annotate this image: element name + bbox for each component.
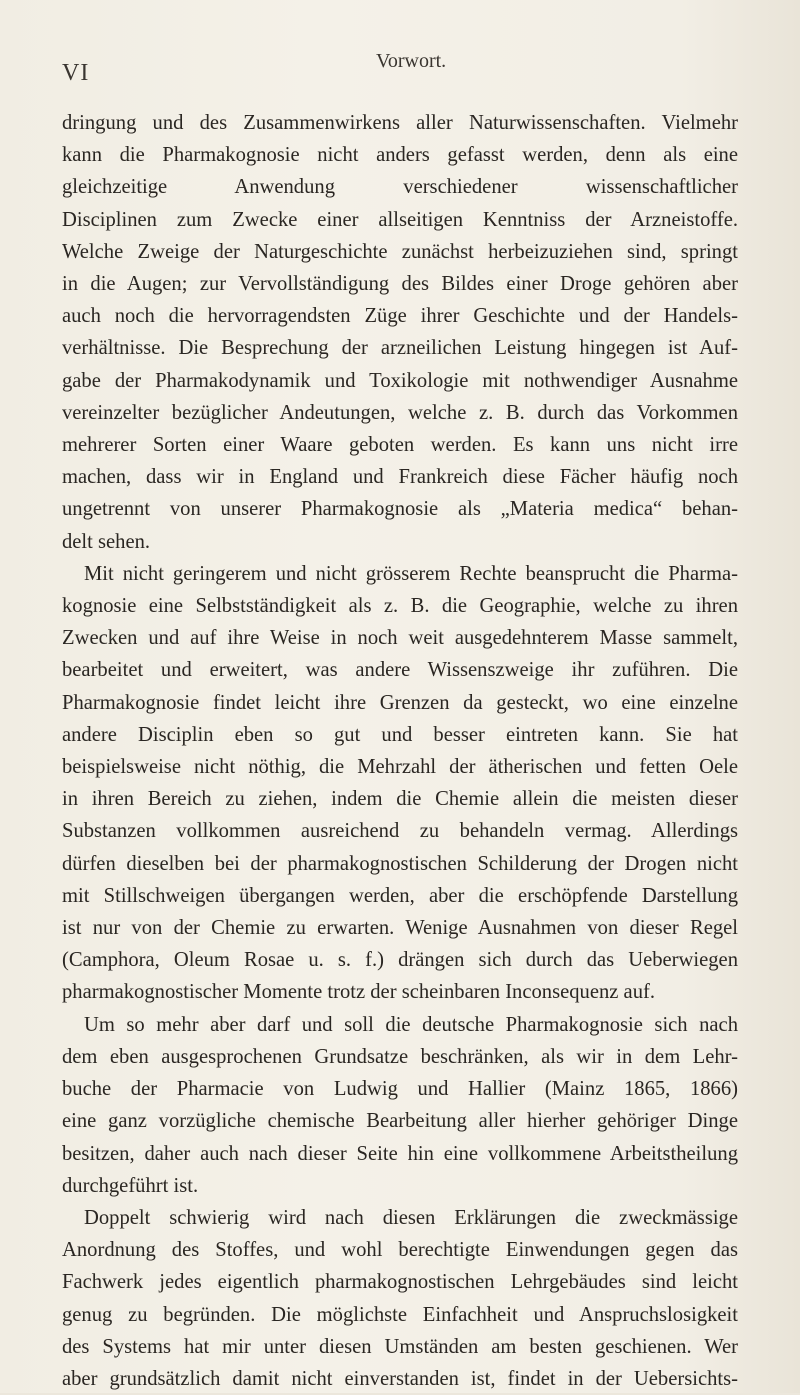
text-line: Um so mehr aber darf und soll die deutsche Pharmakognosie sich nach: [84, 1013, 738, 1036]
text-line: in ihren Bereich zu ziehen, indem die Chemie allein die meisten dieser: [62, 788, 738, 811]
text-line: in die Augen; zur Vervollständigung des Bildes einer Droge gehören aber: [62, 273, 738, 296]
text-line: (Camphora, Oleum Rosae u. s. f.) drängen sich durch das Ueberwiegen: [62, 949, 738, 972]
text-line: Disciplinen zum Zwecke einer allseitigen Kenntniss der Arzneistoffe.: [62, 208, 738, 231]
page-number: VI: [62, 60, 90, 86]
text-line: delt sehen.: [62, 530, 151, 553]
text-line: des Systems hat mir unter diesen Umständen am besten geschienen. Wer: [62, 1335, 738, 1358]
text-line: ungetrennt von unserer Pharmakognosie als „Materia medica“ behan-: [62, 498, 738, 521]
text-line: verhältnisse. Die Besprechung der arzneilichen Leistung hingegen ist Auf-: [62, 337, 738, 360]
running-title: Vorwort.: [376, 50, 447, 72]
text-line: dringung und des Zusammenwirkens aller Naturwissenschaften. Vielmehr: [62, 112, 738, 134]
running-head: [62, 50, 740, 90]
text-line: vereinzelter bezüglicher Andeutungen, welche z. B. durch das Vorkommen: [62, 401, 738, 424]
text-line: andere Disciplin eben so gut und besser eintreten kann. Sie hat: [62, 723, 738, 746]
text-line: Welche Zweige der Naturgeschichte zunächst herbeizuziehen sind, springt: [62, 240, 738, 263]
text-line: Mit nicht geringerem und nicht grösserem Rechte beansprucht die Pharma-: [84, 562, 738, 585]
text-line: pharmakognostischer Momente trotz der scheinbaren Inconsequenz auf.: [62, 981, 655, 1004]
text-line: bearbeitet und erweitert, was andere Wissenszweige ihr zuführen. Die: [62, 659, 738, 682]
text-line: dürfen dieselben bei der pharmakognostischen Schilderung der Drogen nicht: [62, 852, 738, 875]
text-line: eine ganz vorzügliche chemische Bearbeitung aller hierher gehöriger Dinge: [62, 1110, 738, 1133]
text-line: gleichzeitige Anwendung verschiedener wissenschaftlicher: [62, 176, 738, 199]
text-line: buche der Pharmacie von Ludwig und Hallier (Mainz 1865, 1866): [62, 1078, 738, 1101]
text-line: besitzen, daher auch nach dieser Seite hin eine vollkommene Arbeitstheilung: [62, 1142, 738, 1165]
text-line: machen, dass wir in England und Frankreich diese Fächer häufig noch: [62, 466, 738, 489]
text-line: auch noch die hervorragendsten Züge ihrer Geschichte und der Handels-: [62, 305, 738, 328]
text-line: Fachwerk jedes eigentlich pharmakognostischen Lehrgebäudes sind leicht: [62, 1271, 738, 1294]
text-line: dem eben ausgesprochenen Grundsatze beschränken, als wir in dem Lehr-: [62, 1045, 738, 1068]
text-line: ist nur von der Chemie zu erwarten. Wenige Ausnahmen von dieser Regel: [62, 917, 738, 940]
text-line: Doppelt schwierig wird nach diesen Erklärungen die zweckmässige: [84, 1206, 738, 1229]
text-line: mit Stillschweigen übergangen werden, aber die erschöpfende Darstellung: [62, 884, 738, 907]
text-line: beispielsweise nicht nöthig, die Mehrzahl der ätherischen und fetten Oele: [62, 756, 738, 779]
text-line: kognosie eine Selbstständigkeit als z. B. die Geographie, welche zu ihren: [62, 595, 738, 618]
text-line: Anordnung des Stoffes, und wohl berechtigte Einwendungen gegen das: [62, 1239, 738, 1262]
text-line: Zwecken und auf ihre Weise in noch weit ausgedehnterem Masse sammelt,: [62, 627, 738, 650]
text-line: Pharmakognosie findet leicht ihre Grenzen da gesteckt, wo eine einzelne: [62, 691, 738, 714]
body-text: [62, 107, 738, 1395]
text-line: Substanzen vollkommen ausreichend zu behandeln vermag. Allerdings: [62, 820, 738, 843]
text-line: aber grundsätzlich damit nicht einverstanden ist, findet in der Uebersichts-: [62, 1367, 738, 1390]
text-line: durchgeführt ist.: [62, 1174, 199, 1197]
text-line: genug zu begründen. Die möglichste Einfachheit und Anspruchslosigkeit: [62, 1303, 738, 1326]
text-line: mehrerer Sorten einer Waare geboten werden. Es kann uns nicht irre: [62, 434, 738, 457]
text-line: gabe der Pharmakodynamik und Toxikologie mit nothwendiger Ausnahme: [62, 369, 738, 392]
text-line: kann die Pharmakognosie nicht anders gefasst werden, denn als eine: [62, 144, 738, 167]
